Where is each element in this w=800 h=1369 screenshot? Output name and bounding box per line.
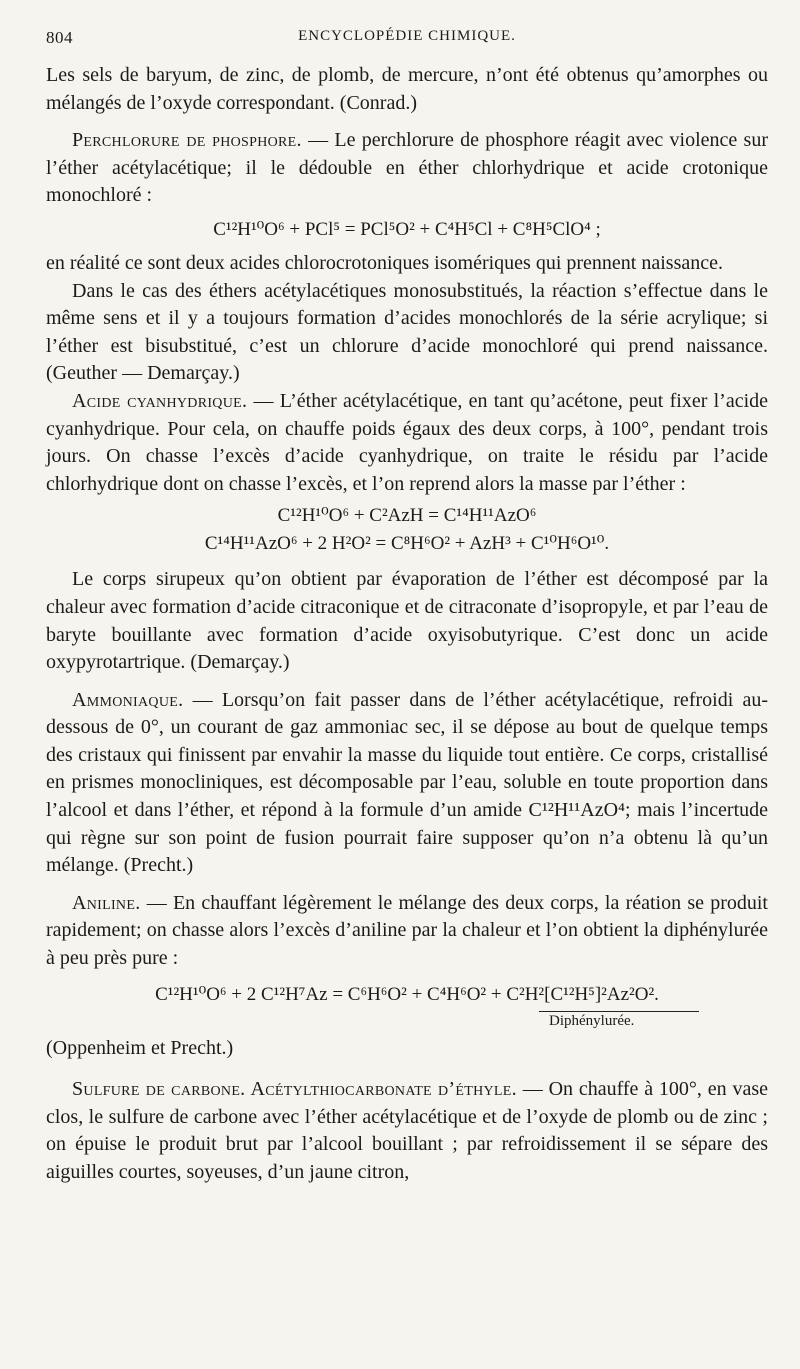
section-title-cyanhydrique: Acide cyanhydrique. <box>72 389 248 412</box>
formula-cyanhydrique-2: C¹⁴H¹¹AzO⁶ + 2 H²O² = C⁸H⁶O² + AzH³ + C¹⁰H⁶O¹⁰. <box>204 533 610 555</box>
formula-cyanhydrique-block <box>46 502 768 558</box>
sulfure-text: — On chauffe à 100°, en vase clos, le sulfure de carbone avec l’éther acétylacétique et de l’oxyde de plomb ou de zinc ; on épuise le produit brut par l’alcool bouillant ; par refroidissement il se sépare des aiguilles courtes, soyeuses, d’un jaune citron, <box>46 1078 768 1183</box>
page-header <box>46 22 768 62</box>
paragraph-perchlorure <box>46 127 768 210</box>
cyanhydrique-text: — L’éther acétylacétique, en tant qu’acétone, peut fixer l’acide cyanhydrique. Pour cela, on chauffe poids égaux des deux corps, à 100°, pendant trois jours. On chasse l’excès d’acide cyanhydrique, on traite le résidu par l’acide chlorhydrique dont on chasse l’excès, et l’on reprend alors la masse par l’éther : <box>46 389 769 495</box>
formula-perchlorure: C¹²H¹⁰O⁶ + PCl⁵ = PCl⁵O² + C⁴H⁵Cl + C⁸H⁵ClO⁴ ; <box>213 218 601 240</box>
paragraph-aniline <box>46 890 768 973</box>
paragraph-cyanhydrique <box>46 388 768 498</box>
formula-aniline: C¹²H¹⁰O⁶ + 2 C¹²H⁷Az = C⁶H⁶O² + C⁴H⁶O² + C²H²[C¹²H⁵]²Az²O². <box>155 983 659 1005</box>
paragraph-monosubstitues: Dans le cas des éthers acétylacétiques monosubstitués, la réaction s’effectue dans le même sens et il y a toujours formation d’acides monochlorés de la série acrylique; si l’éther est bisubstitué, c’est un chlorure d’acide monochloré qui prend naissance. (Geuther — Demarçay.) <box>46 279 768 385</box>
paragraph-salts: Les sels de baryum, de zinc, de plomb, de mercure, n’ont été obtenus qu’amorphes ou mélangés de l’oxyde correspondant. (Conrad.) <box>46 64 768 114</box>
section-title-aniline: Aniline. <box>72 891 141 914</box>
formula-cyanhydrique-1: C¹²H¹⁰O⁶ + C²AzH = C¹⁴H¹¹AzO⁶ <box>277 505 537 527</box>
underbrace-line <box>539 1011 699 1012</box>
page-number: 804 <box>46 28 73 47</box>
citation-oppenheim: (Oppenheim et Precht.) <box>46 1036 234 1059</box>
underbrace-label: Diphénylurée. <box>549 1012 635 1029</box>
paragraph-ammoniaque <box>46 687 768 880</box>
section-title-sulfure: Sulfure de carbone. Acétylthiocarbonate d’éthyle. <box>72 1078 517 1101</box>
underbrace <box>46 1009 768 1035</box>
perchlorure-text: — Le perchlorure de phosphore réagit avec violence sur l’éther acétylacétique; il le dédouble en éther chlorhydrique et acide crotonique monochloré : <box>46 129 769 207</box>
section-title-perchlorure: Perchlorure de phosphore. <box>72 129 302 152</box>
paragraph-sulfure <box>46 1076 768 1186</box>
running-head: ENCYCLOPÉDIE CHIMIQUE. <box>298 28 516 44</box>
paragraph-corps-sirupeux: Le corps sirupeux qu’on obtient par évaporation de l’éther est décomposé par la chaleur avec formation d’acide citraconique et de citraconate d’isopropyle, et par l’eau de baryte bouillante avec formation d’acide oxyisobutyrique. C’est donc un acide oxypyrotartrique. (Demarçay.) <box>46 568 768 674</box>
ammoniaque-text: — Lorsqu’on fait passer dans de l’éther acétylacétique, refroidi au-dessous de 0°, un courant de gaz ammoniac sec, il se dépose au bout de quelque temps des cristaux qui finissent par envahir la masse du liquide tout entière. Ce corps, cristallisé en prismes monocliniques, est décomposable par l’eau, soluble en toute proportion dans l’alcool et dans l’éther, et répond à la formule d’un amide C¹²H¹¹AzO⁴; mais l’incertude qui règne sur son point de fusion pourrait faire supposer qu’on n’a obtenu là qu’un mélange. (Precht.) <box>46 688 768 877</box>
section-title-ammoniaque: Ammoniaque. <box>72 688 184 711</box>
paragraph-perchlorure-after: en réalité ce sont deux acides chlorocrotoniques isomériques qui prennent naissance. <box>46 251 723 274</box>
aniline-text: — En chauffant légèrement le mélange des deux corps, la réation se produit rapidement; on chasse alors l’excès d’aniline par la chaleur et l’on obtient la diphénylurée à peu près pure : <box>46 891 768 970</box>
